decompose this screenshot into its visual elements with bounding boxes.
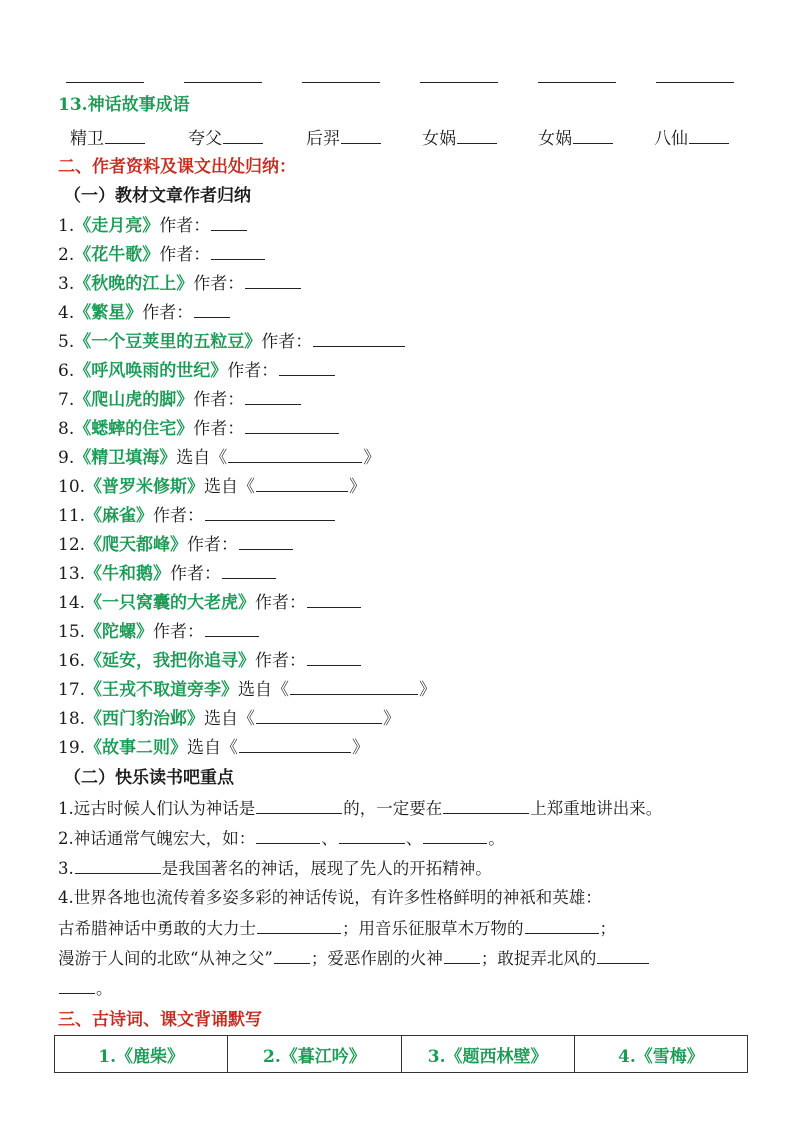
answer-blank[interactable] [228, 445, 362, 463]
answer-blank[interactable] [420, 82, 498, 83]
blank-answer-row [66, 66, 736, 86]
idiom-item: 夸父 [188, 126, 264, 151]
reading-q2: 2.神话通常气魄宏大，如： 、 、 。 [58, 826, 505, 851]
answer-blank[interactable] [307, 648, 361, 666]
section2-sub2: （二）快乐读书吧重点 [64, 768, 234, 788]
answer-blank[interactable] [573, 126, 613, 144]
idiom-item: 女娲 [422, 126, 498, 151]
idiom-item: 八仙 [654, 126, 730, 151]
answer-blank[interactable] [290, 677, 418, 695]
section2-title: 二、作者资料及课文出处归纳： [58, 157, 296, 177]
source-item: 17.《王戎不取道旁李》选自《 》 [58, 677, 436, 702]
answer-blank[interactable] [239, 735, 351, 753]
author-item: 15.《陀螺》作者： [58, 619, 260, 644]
answer-blank[interactable] [256, 796, 342, 814]
answer-blank[interactable] [443, 796, 529, 814]
poem-cell: 4.《雪梅》 [574, 1036, 747, 1073]
section2-sub1: （一）教材文章作者归纳 [64, 186, 251, 206]
answer-blank[interactable] [59, 976, 95, 994]
reading-q4-line4: 。 [58, 976, 113, 1001]
answer-blank[interactable] [341, 126, 381, 144]
answer-blank[interactable] [211, 213, 247, 231]
author-item: 3.《秋晚的江上》作者： [58, 271, 302, 296]
answer-blank[interactable] [194, 300, 230, 318]
poem-cell: 1.《鹿柴》 [55, 1036, 228, 1073]
author-item: 4.《繁星》作者： [58, 300, 231, 325]
answer-blank[interactable] [223, 126, 263, 144]
answer-blank[interactable] [245, 271, 301, 289]
answer-blank[interactable] [105, 126, 145, 144]
answer-blank[interactable] [525, 916, 599, 934]
reading-q4-line3: 漫游于人间的北欧“从神之父” ；爱恶作剧的火神 ；敢捉弄北风的 [58, 946, 650, 971]
author-item: 1.《走月亮》作者： [58, 213, 248, 238]
author-item: 8.《蟋蟀的住宅》作者： [58, 416, 340, 441]
source-item: 9.《精卫填海》选自《 》 [58, 445, 380, 470]
answer-blank[interactable] [205, 619, 259, 637]
answer-blank[interactable] [256, 706, 382, 724]
answer-blank[interactable] [205, 503, 335, 521]
answer-blank[interactable] [307, 590, 361, 608]
author-item: 11.《麻雀》作者： [58, 503, 336, 528]
answer-blank[interactable] [222, 561, 276, 579]
idiom-item: 女娲 [538, 126, 614, 151]
answer-blank[interactable] [302, 82, 380, 83]
author-item: 12.《爬天都峰》作者： [58, 532, 294, 557]
answer-blank[interactable] [245, 416, 339, 434]
section13-title: 13.神话故事成语 [58, 95, 190, 115]
author-item: 6.《呼风唤雨的世纪》作者： [58, 358, 336, 383]
answer-blank[interactable] [75, 856, 161, 874]
answer-blank[interactable] [256, 826, 320, 844]
answer-blank[interactable] [689, 126, 729, 144]
answer-blank[interactable] [444, 946, 480, 964]
answer-blank[interactable] [257, 916, 341, 934]
section3-title: 三、古诗词、课文背诵默写 [58, 1010, 262, 1030]
source-item: 18.《西门豹治邺》选自《 》 [58, 706, 400, 731]
poem-cell: 3.《题西林壁》 [401, 1036, 574, 1073]
poem-cell: 2.《暮江吟》 [228, 1036, 401, 1073]
answer-blank[interactable] [274, 946, 310, 964]
answer-blank[interactable] [184, 82, 262, 83]
reading-q1: 1.远古时候人们认为神话是 的，一定要在 上郑重地讲出来。 [58, 796, 662, 821]
source-item: 19.《故事二则》选自《 》 [58, 735, 369, 760]
answer-blank[interactable] [457, 126, 497, 144]
answer-blank[interactable] [313, 329, 405, 347]
author-item: 7.《爬山虎的脚》作者： [58, 387, 302, 412]
source-item: 10.《普罗米修斯》选自《 》 [58, 474, 366, 499]
author-item: 2.《花牛歌》作者： [58, 242, 266, 267]
reading-q4-line2: 古希腊神话中勇敢的大力士 ；用音乐征服草木万物的 ； [58, 916, 616, 941]
answer-blank[interactable] [239, 532, 293, 550]
answer-blank[interactable] [423, 826, 487, 844]
author-item: 14.《一只窝囊的大老虎》作者： [58, 590, 362, 615]
reading-q4: 4.世界各地也流传着多姿多彩的神话传说，有许多性格鲜明的神祇和英雄： [58, 888, 602, 907]
author-item: 5.《一个豆荚里的五粒豆》作者： [58, 329, 406, 354]
author-item: 13.《牛和鹅》作者： [58, 561, 277, 586]
author-item: 16.《延安，我把你追寻》作者： [58, 648, 362, 673]
idiom-item: 后羿 [306, 126, 382, 151]
poem-table [54, 1035, 748, 1073]
answer-blank[interactable] [538, 82, 616, 83]
answer-blank[interactable] [597, 946, 649, 964]
answer-blank[interactable] [245, 387, 301, 405]
answer-blank[interactable] [656, 82, 734, 83]
answer-blank[interactable] [66, 82, 144, 83]
answer-blank[interactable] [339, 826, 405, 844]
idiom-item: 精卫 [70, 126, 146, 151]
reading-q3: 3. 是我国著名的神话，展现了先人的开拓精神。 [58, 856, 492, 881]
answer-blank[interactable] [211, 242, 265, 260]
answer-blank[interactable] [279, 358, 335, 376]
answer-blank[interactable] [256, 474, 348, 492]
